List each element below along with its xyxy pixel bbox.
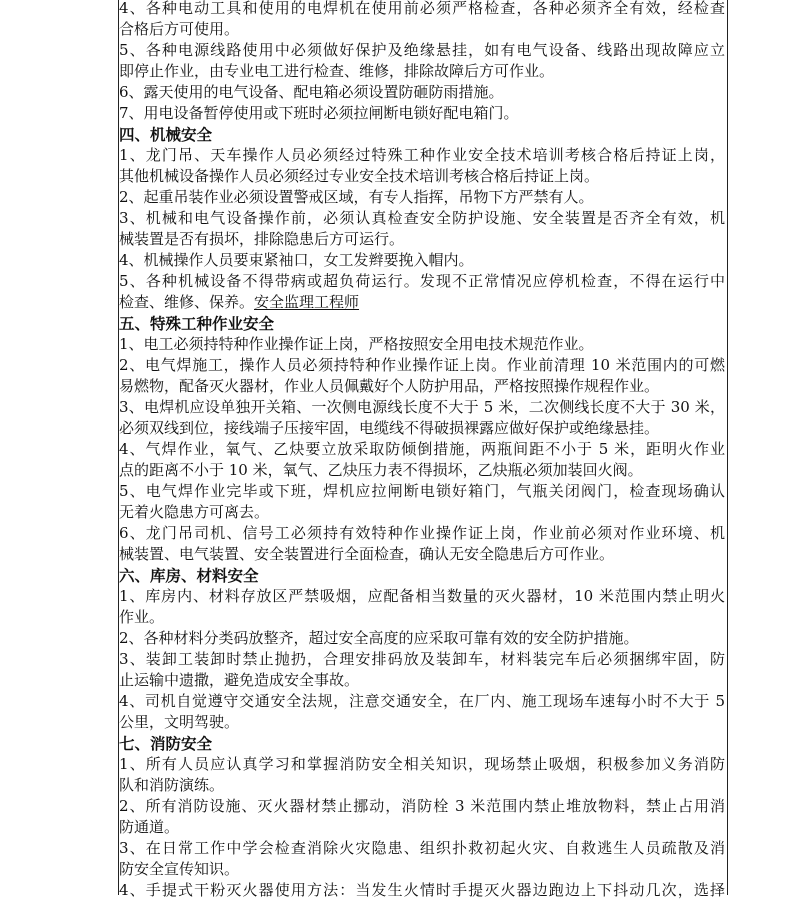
section-heading: 五、特殊工种作业安全 [119, 314, 275, 333]
text-line: 4、气焊作业，氧气、乙炔要立放采取防倾倒措施，两瓶间距不小于 5 米，距明火作业 [119, 440, 725, 458]
text-line: 2、电气焊施工，操作人员必须持特种作业操作证上岗。作业前清理 10 米范围内的可燃 [119, 356, 725, 374]
text-line: 6、露天使用的电气设备、配电箱必须设置防砸防雨措施。 [119, 83, 504, 101]
text-line: 1、电工必须持特种作业操作证上岗，严格按照安全用电技术规范作业。 [119, 335, 594, 353]
section-heading: 四、机械安全 [119, 125, 213, 144]
text-line: 点的距离不小于 10 米，氧气、乙炔压力表不得损坏，乙炔瓶必须加装回火阀。 [119, 461, 643, 479]
text-line: 1、库房内、材料存放区严禁吸烟，应配备相当数量的灭火器材，10 米范围内禁止明火 [119, 587, 725, 605]
text-line: 械装置、电气装置、安全装置进行全面检查，确认无安全隐患后方可作业。 [119, 545, 615, 563]
section-heading: 七、消防安全 [119, 734, 213, 753]
text-line: 1、所有人员应认真学习和掌握消防安全相关知识，现场禁止吸烟，积极参加义务消防 [119, 755, 725, 773]
text-line: 止运输中遗撒，避免造成安全事故。 [119, 671, 360, 689]
text-line: 合格后方可使用。 [119, 20, 240, 38]
text-line: 5、各种机械设备不得带病或超负荷运行。发现不正常情况应停机检查，不得在运行中 [119, 272, 725, 290]
text-line: 必须双线到位，接线端子压接牢固，电缆线不得破损裸露应做好保护或绝缘悬挂。 [119, 419, 660, 437]
text-line: 械装置是否有损坏，排除隐患后方可运行。 [119, 230, 405, 248]
text-line: 其他机械设备操作人员必须经过专业安全技术培训考核合格后持证上岗。 [119, 167, 600, 185]
text-line: 2、起重吊装作业必须设置警戒区域，有专人指挥，吊物下方严禁有人。 [119, 188, 594, 206]
safety-supervisor-link[interactable]: 安全监理工程师 [254, 293, 360, 311]
section-heading: 六、库房、材料安全 [119, 566, 259, 585]
text-line: 6、龙门吊司机、信号工必须持有效特种作业操作证上岗，作业前必须对作业环境、机 [119, 524, 725, 542]
text-line: 4、机械操作人员要束紧袖口，女工发辫要挽入帽内。 [119, 251, 474, 269]
text-line: 防通道。 [119, 818, 180, 836]
text-line: 防安全宣传知识。 [119, 860, 240, 878]
text-line: 易燃物，配备灭火器材，作业人员佩戴好个人防护用品，严格按照操作规程作业。 [119, 377, 660, 395]
text-line: 无着火隐患方可离去。 [119, 503, 270, 521]
text-line: 4、司机自觉遵守交通安全法规，注意交通安全，在厂内、施工现场车速每小时不大于 5 [119, 692, 725, 710]
text-line: 作业。 [119, 608, 165, 626]
text-line: 公里，文明驾驶。 [119, 713, 240, 731]
text-line: 2、所有消防设施、灭火器材禁止挪动，消防栓 3 米范围内禁止堆放物料，禁止占用消 [119, 797, 725, 815]
text-line-content: 检查、维修、保养。 [119, 293, 255, 311]
text-line: 3、装卸工装卸时禁止抛扔，合理安排码放及装卸车，材料装完车后必须捆绑牢固，防 [119, 650, 725, 668]
text-line: 5、电气焊作业完毕或下班，焊机应拉闸断电锁好箱门，气瓶关闭阀门，检查现场确认 [119, 482, 725, 500]
text-line: 3、机械和电气设备操作前，必须认真检查安全防护设施、安全装置是否齐全有效，机 [119, 209, 725, 227]
text-line: 即停止作业，由专业电工进行检查、维修，排除故障后方可作业。 [119, 62, 555, 80]
text-line: 队和消防演练。 [119, 776, 225, 794]
text-line [119, 292, 725, 313]
text-line: 4、各种电动工具和使用的电焊机在使用前必须严格检查，各种必须齐全有效，经检查 [119, 0, 725, 17]
text-line: 4、手提式干粉灭火器使用方法：当发生火情时手提灭火器边跑边上下抖动几次，选择 [119, 881, 725, 899]
text-line: 3、电焊机应设单独开关箱、一次侧电源线长度不大于 5 米，二次侧线长度不大于 30 米， [119, 398, 725, 416]
text-line: 5、各种电源线路使用中必须做好保护及绝缘悬挂，如有电气设备、线路出现故障应立 [119, 41, 725, 59]
text-line: 7、用电设备暂停使用或下班时必须拉闸断电锁好配电箱门。 [119, 104, 519, 122]
text-line: 1、龙门吊、天车操作人员必须经过特殊工种作业安全技术培训考核合格后持证上岗， [119, 146, 725, 164]
text-line: 3、在日常工作中学会检查消除火灾隐患、组织扑救初起火灾、自救逃生人员疏散及消 [119, 839, 725, 857]
text-line: 2、各种材料分类码放整齐，超过安全高度的应采取可靠有效的安全防护措施。 [119, 629, 639, 647]
